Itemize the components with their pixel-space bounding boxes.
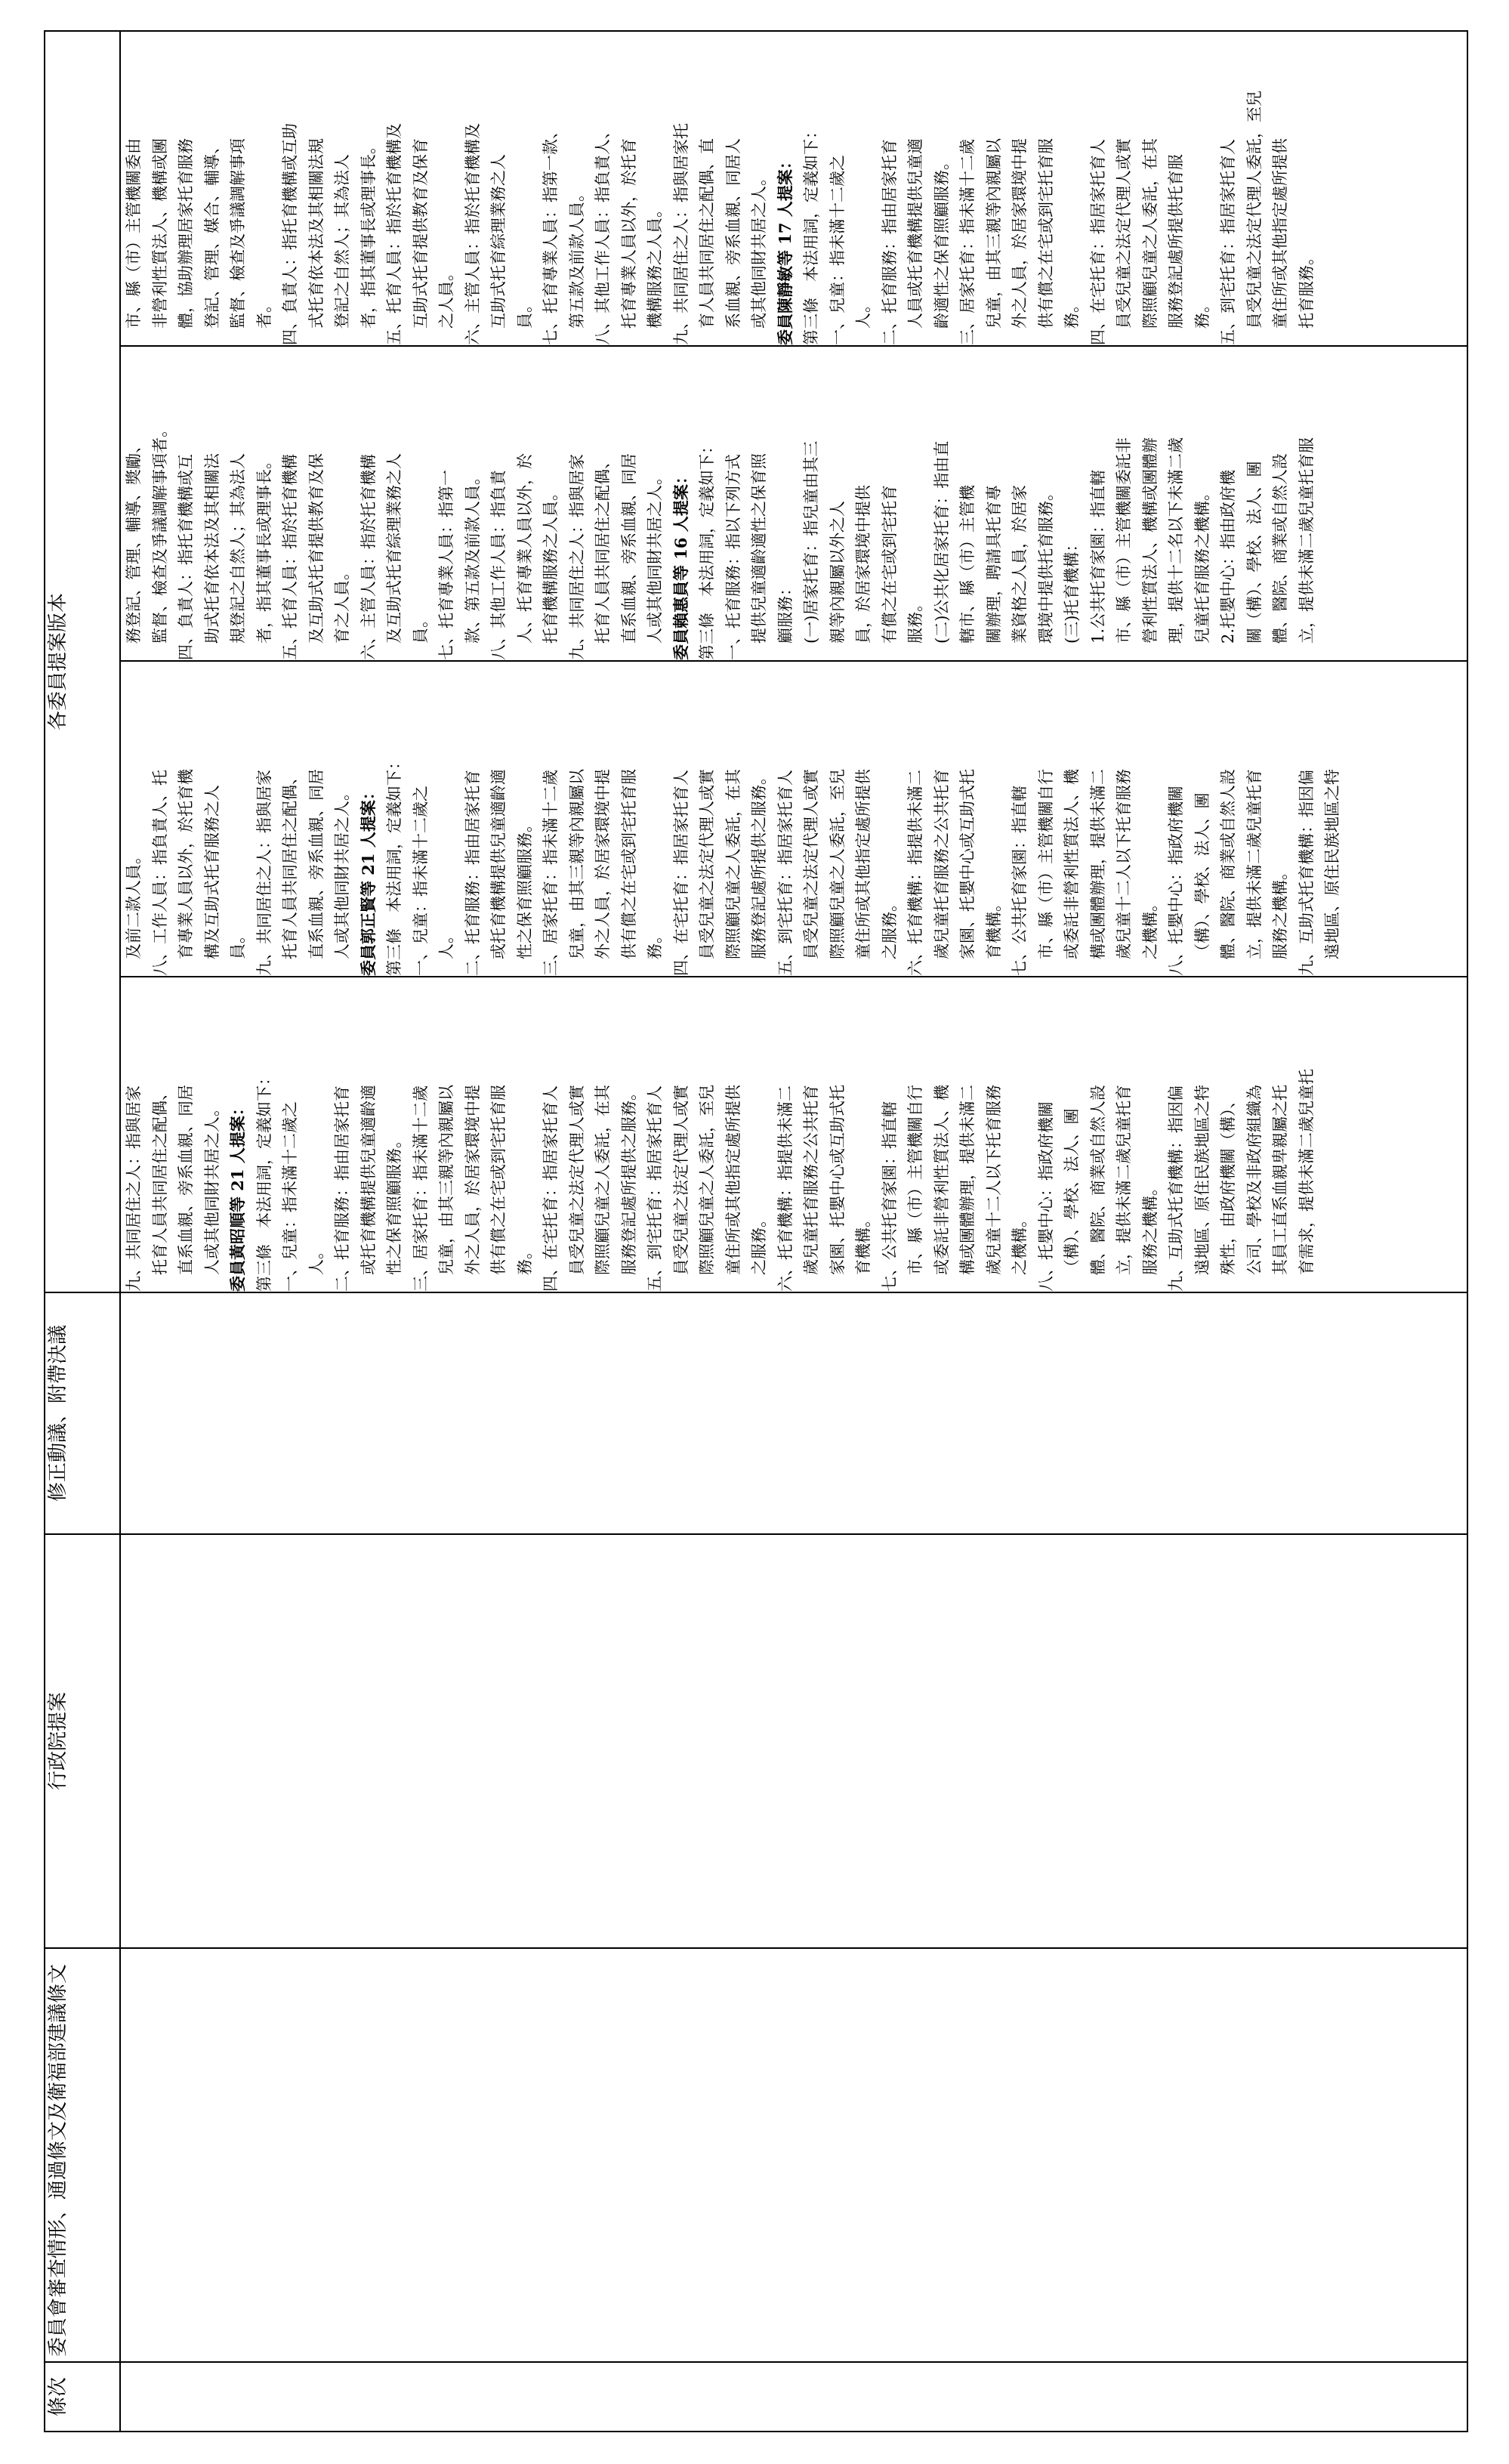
text-line: 服務。: [906, 596, 924, 644]
text-line: 童住所或其他指定處所提供: [854, 769, 872, 959]
text-line: 四、在宅托育：指居家托育人: [1088, 139, 1107, 345]
text-line: 之人員。: [437, 265, 455, 329]
text-line: 五、到宅托育：指居家托育人: [646, 1085, 664, 1292]
text-line: 供有償之在宅或到宅托育服: [619, 769, 638, 959]
text-line: 之機構。: [1011, 1212, 1029, 1275]
text-line: 七、公共托育家園：指直轄: [880, 1101, 899, 1292]
text-line: 顧服務：: [776, 580, 795, 644]
text-line: 及互助式托育提供教育及保: [307, 453, 326, 644]
text-line: 童住所或其他指定處所提供: [724, 1085, 742, 1275]
text-line: 五、托育人員：指於托育機構及: [385, 123, 403, 345]
text-line: 托育人員共同居住之配偶、: [281, 769, 299, 959]
text-line: 登記之自然人；其為法人: [333, 154, 351, 329]
text-line: 歲兒童十二人以下托育服務: [984, 1085, 1003, 1275]
text-line: 構及互助式托育服務之人: [202, 785, 221, 959]
text-line: 兒童，由其三親等內親屬以: [567, 769, 586, 959]
text-line: 四、負責人：指托育機構或互助: [281, 123, 299, 345]
text-line: 八、其他工作人員：指負責人、: [594, 123, 612, 345]
text-line: 九、共同居住之人：指與居家: [255, 770, 273, 976]
text-line: 六、托育機構：指提供未滿二: [906, 770, 924, 976]
text-line: 之服務。: [750, 1212, 768, 1275]
text-line: 市、縣（市）主管機關委由: [125, 138, 143, 329]
text-line: 際照顧兒童之人委託，至兒: [828, 769, 847, 959]
text-line: 兒童，由其三親等內親屬以: [984, 138, 1003, 329]
text-line: 助式托育依本法及其相關法: [202, 453, 221, 644]
text-line: 際照顧兒童之人委託，至兒: [698, 1085, 716, 1275]
text-line: 及互助式托育綜理業務之人: [385, 453, 403, 644]
text-line: 五、到宅托育：指居家托育人: [1219, 139, 1237, 345]
text-line: 服務登記處所提供之服務。: [750, 769, 768, 959]
text-line: 際照顧兒童之人委託，在其: [724, 769, 742, 959]
text-line: 構或團體辦理，提供未滿二: [1088, 769, 1107, 959]
text-line: 直系血親、旁系血親、同居: [619, 453, 638, 644]
text-line: 人或其他同財共居之人。: [333, 785, 351, 959]
text-line: 二、托育服務：指由居家托育: [333, 1085, 351, 1292]
text-line: 構或團體辦理，提供未滿二: [958, 1085, 977, 1275]
text-line: 歲兒童托育服務之公共托育: [932, 769, 951, 959]
text-line: 或委託非營利性質法人、機: [1063, 769, 1081, 959]
text-line: 互助式托育提供教育及保育: [411, 138, 430, 329]
text-line: 互助式托育綜理業務之人: [489, 154, 508, 329]
text-line: 七、公共托育家園：指直轄: [1011, 786, 1029, 976]
text-line: 務登記、管理、輔導、獎勵、: [125, 437, 143, 644]
text-line: 機構服務之人員。: [646, 202, 664, 329]
text-line: 兒童托育服務之機構。: [1193, 485, 1211, 644]
text-line: 員受兒童之法定代理人或實: [567, 1085, 586, 1275]
header-article-no: 條次: [45, 2362, 120, 2432]
cell-committee-result: [120, 1948, 1467, 2362]
cell-executive-bill: [120, 1534, 1467, 1948]
text-line: 務。: [1063, 297, 1081, 329]
text-line: 供有償之在宅或到宅托育服: [1036, 138, 1055, 329]
text-line: 童住所或其他指定處所提供: [1271, 138, 1289, 329]
text-line: 者，指其董事長或理事長。: [255, 453, 273, 644]
text-line: 立，提供未滿二歲兒童托育服: [1297, 437, 1316, 644]
text-line: 九、共同居住之人：指與居家: [125, 1085, 143, 1292]
text-line: 監督、檢查及爭議調解事項者。: [150, 421, 169, 644]
text-line: 五、托育人員：指於托育機構: [281, 454, 299, 660]
table-body-row: [120, 31, 1467, 2432]
text-line: 系血親、旁系血親、同居人: [724, 138, 742, 329]
text-line: 托育專業人員以外，於托育: [619, 138, 638, 329]
text-line: 第五款及前款人員。: [567, 186, 586, 329]
proposal-heading: 委員賴惠員等 16 人提案：: [671, 468, 690, 660]
text-line: 1.公共托育家園：指直轄: [1088, 469, 1107, 644]
text-line: 人或其他同財共居之人。: [202, 1101, 221, 1275]
text-line: 一、托育服務：指以下列方式: [724, 454, 742, 660]
text-line: 育人員共同居住之配偶、直: [698, 138, 716, 329]
text-line: 2.托嬰中心：指由政府機: [1219, 469, 1237, 644]
text-line: 人員或托育機構提供兒童適: [906, 138, 924, 329]
text-line: 第三條 本法用詞，定義如下：: [802, 123, 820, 345]
text-line: 員受兒童之法定代理人或實: [671, 1085, 690, 1275]
text-line: 員受兒童之法定代理人委託，至兒: [1245, 91, 1264, 329]
text-line: 體、醫院、商業或自然人設: [1219, 769, 1237, 959]
proposal-column-1: [120, 977, 1467, 1292]
proposal-column-2: [120, 661, 1467, 977]
text-line: 歲兒童托育服務之公共托育: [802, 1085, 820, 1275]
text-line: 或委託非營利性質法人、機: [932, 1085, 951, 1275]
text-line: 務。: [646, 928, 664, 959]
text-line: 業資格之人員，於居家: [1011, 485, 1029, 644]
header-executive-bill: 行政院提案: [45, 1534, 120, 1948]
text-line: 外之人員，於居家環境中提: [463, 1085, 482, 1275]
text-line: 第三條 本法用詞，定義如下：: [385, 754, 403, 976]
text-line: 外之人員，於居家環境中提: [1011, 138, 1029, 329]
text-line: 八、工作人員：指負責人、托: [150, 770, 169, 976]
text-line: 托育人員共同居住之配偶、: [594, 453, 612, 644]
text-line: 遠地區、原住民族地區之特: [1323, 769, 1341, 959]
text-line: 八、托嬰中心：指政府機關: [1036, 1101, 1055, 1292]
text-line: 一、兒童：指未滿十二歲之: [281, 1101, 299, 1292]
text-line: 育之人員。: [333, 564, 351, 644]
text-line: 非營利性質法人、機構或團: [150, 138, 169, 329]
header-proposals: 各委員提案版本: [45, 31, 120, 1292]
text-line: 四、負責人：指托育機構或互: [177, 454, 195, 660]
text-line: 者。: [255, 297, 273, 329]
text-line: 育機構。: [984, 896, 1003, 959]
text-line: 托育人員共同居住之配偶、: [150, 1085, 169, 1275]
text-line: 之服務。: [880, 896, 899, 959]
text-line: 環境中提供托育服務。: [1036, 485, 1055, 644]
text-line: 兒童，由其三親等內親屬以: [437, 1085, 455, 1275]
text-line: 或托育機構提供兒童適齡適: [489, 769, 508, 959]
text-line: 三、居家托育：指未滿十二歲: [958, 139, 977, 345]
text-line: 市、縣（市）主管機關委託非: [1115, 437, 1133, 644]
text-line: 二、托育服務：指由居家托育: [880, 139, 899, 345]
text-line: 或托育機構提供兒童適齡適: [359, 1085, 378, 1275]
header-amendment: 修正動議、附帶決議: [45, 1292, 120, 1534]
text-line: 理，提供十二名以下未滿二歲: [1167, 437, 1185, 644]
text-line: 立，提供未滿二歲兒童托育: [1245, 769, 1264, 959]
comparison-table: [44, 30, 1468, 2432]
text-line: 九、互助式托育機構：指因偏: [1297, 770, 1316, 976]
text-line: 款、第五款及前款人員。: [463, 469, 482, 644]
text-line: 人。: [437, 928, 455, 959]
text-line: 四、在宅托育：指居家托育人: [542, 1085, 560, 1292]
proposal-column-3: [120, 346, 1467, 661]
text-line: 登記、管理、媒合、輔導、: [202, 138, 221, 329]
text-line: 三、居家托育：指未滿十二歲: [411, 1085, 430, 1292]
text-line: 或其他同財共居之人。: [750, 170, 768, 329]
text-line: 直系血親、旁系血親、同居: [177, 1085, 195, 1275]
text-line: 九、共同居住之人：指與居家托: [671, 123, 690, 345]
text-line: 體、醫院、商業或自然人設: [1088, 1085, 1107, 1275]
text-line: （構）、學校、法人、團: [1193, 792, 1211, 959]
text-line: 育機構。: [854, 1212, 872, 1275]
text-line: 托育機構服務之人員。: [542, 485, 560, 644]
text-line: 人。: [854, 297, 872, 329]
text-line: 式托育依本法及其相關法規: [307, 138, 326, 329]
cell-amendment: [120, 1292, 1467, 1534]
text-line: 六、托育機構：指提供未滿二: [776, 1085, 795, 1292]
text-line: 之機構。: [1140, 896, 1159, 959]
text-line: 第三條 本法用詞，定義如下：: [698, 438, 716, 660]
text-line: 一、兒童：指未滿十二歲之: [828, 155, 847, 345]
text-line: 者，指其董事長或理事長。: [359, 138, 378, 329]
text-line: 員。: [229, 928, 247, 959]
text-line: 務。: [1193, 297, 1211, 329]
text-line: 人或其他同財共居之人。: [646, 469, 664, 644]
text-line: 外之人員，於居家環境中提: [594, 769, 612, 959]
text-line: 四、在宅托育：指居家托育人: [671, 770, 690, 976]
text-line: 性之保育照顧服務。: [515, 817, 534, 959]
text-line: 七、托育專業人員：指第一: [437, 470, 455, 660]
text-line: 有償之在宅或到宅托育: [880, 485, 899, 644]
text-line: 遠地區、原住民族地區之特: [1193, 1085, 1211, 1275]
text-line: 關辦理，聘請具托育專: [984, 485, 1003, 644]
text-line: 九、共同居住之人：指與居家: [567, 454, 586, 660]
text-line: 及前二款人員。: [125, 848, 143, 959]
text-line: 立，提供未滿二歲兒童托育: [1115, 1085, 1133, 1275]
text-line: 際照顧兒童之人委託，在其: [594, 1085, 612, 1275]
text-line: 三、居家托育：指未滿十二歲: [542, 770, 560, 976]
text-line: 員。: [411, 612, 430, 644]
text-line: 提供兒童適齡適性之保育照: [750, 453, 768, 644]
cell-article-no: [120, 2362, 1467, 2432]
text-line: 關（構）、學校、法人、團: [1245, 461, 1264, 644]
text-line: 員，於居家環境中提供: [854, 485, 872, 644]
text-line: 營利性質法人、機構或團體辦: [1140, 437, 1159, 644]
text-line: 際照顧兒童之人委託，在其: [1140, 138, 1159, 329]
text-line: 公司、學校及非政府組織為: [1245, 1085, 1264, 1275]
text-line: 市、縣（市）主管機關自行: [1036, 769, 1055, 959]
text-line: 務。: [515, 1243, 534, 1275]
proposal-heading: 委員黃昭順等 21 人提案：: [228, 1100, 247, 1292]
text-line: 家園、托嬰中心或互助式托: [958, 769, 977, 959]
text-line: 歲兒童十二人以下托育服務: [1115, 769, 1133, 959]
text-line: 九、互助式托育機構：指因偏: [1167, 1085, 1185, 1292]
text-line: (二)公共化居家托育：指由直: [932, 440, 951, 644]
text-line: 體、醫院、商業或自然人設: [1271, 453, 1289, 644]
text-line: 人、托育專業人員以外，於: [515, 453, 534, 644]
text-line: 供有償之在宅或到宅托育服: [489, 1085, 508, 1275]
proposal-heading: 委員郭正賢等 21 人提案：: [358, 784, 378, 976]
text-line: 監督、檢查及爭議調解事項: [229, 138, 247, 329]
text-line: 員。: [515, 297, 534, 329]
proposal-heading: 委員陳靜敏等 17 人提案：: [775, 153, 795, 345]
header-committee-result: 委員會審查情形、通過條文及衛福部建議條文: [45, 1948, 120, 2362]
text-line: 服務登記處所提供托育服: [1167, 154, 1185, 329]
text-line: 員受兒童之法定代理人或實: [1115, 138, 1133, 329]
text-line: 齡適性之保育照顧服務。: [932, 154, 951, 329]
text-line: 五、到宅托育：指居家托育人: [776, 770, 795, 976]
text-line: 托育服務。: [1297, 249, 1316, 329]
text-line: 人。: [307, 1243, 326, 1275]
proposal-column-4: [120, 31, 1467, 346]
text-line: 六、主管人員：指於托育機構及: [463, 123, 482, 345]
text-line: 二、托育服務：指由居家托育: [463, 770, 482, 976]
text-line: 七、托育專業人員：指第一款、: [542, 123, 560, 345]
text-line: (三)托育機構：: [1063, 536, 1081, 644]
text-line: 體，協助辦理居家托育服務: [177, 138, 195, 329]
text-line: 第三條 本法用詞，定義如下：: [255, 1070, 273, 1292]
text-line: 員受兒童之法定代理人或實: [802, 769, 820, 959]
text-line: 轄市、縣（市）主管機: [958, 485, 977, 644]
text-line: 性之保育照顧服務。: [385, 1132, 403, 1275]
text-line: 員受兒童之法定代理人或實: [698, 769, 716, 959]
text-line: 育專業人員以外，於托育機: [177, 769, 195, 959]
table-header-row: [45, 31, 120, 2432]
text-line: 其員工直系血親卑親屬之托: [1271, 1085, 1289, 1275]
text-line: 家園、托嬰中心或互助式托: [828, 1085, 847, 1275]
text-line: 服務之機構。: [1271, 864, 1289, 959]
text-line: 八、托嬰中心：指政府機關: [1167, 786, 1185, 976]
text-line: 服務登記處所提供之服務。: [619, 1085, 638, 1275]
text-line: 直系血親、旁系血親、同居: [307, 769, 326, 959]
text-line: 一、兒童：指未滿十二歲之: [411, 786, 430, 976]
text-line: 服務之機構。: [1140, 1180, 1159, 1275]
text-line: 六、主管人員：指於托育機構: [359, 454, 378, 660]
text-line: 親等內親屬以外之人: [828, 501, 847, 644]
text-line: 殊性，由政府機關（構）、: [1219, 1092, 1237, 1275]
text-line: 市、縣（市）主管機關自行: [906, 1085, 924, 1275]
text-line: 八、其他工作人員：指負責: [489, 470, 508, 660]
text-line: 育需求，提供未滿二歲兒童托: [1297, 1069, 1316, 1275]
text-line: （構）、學校、法人、團: [1063, 1108, 1081, 1275]
text-line: 規登記之自然人；其為法人: [229, 453, 247, 644]
text-line: (一)居家托育：指兒童由其三: [802, 440, 820, 644]
